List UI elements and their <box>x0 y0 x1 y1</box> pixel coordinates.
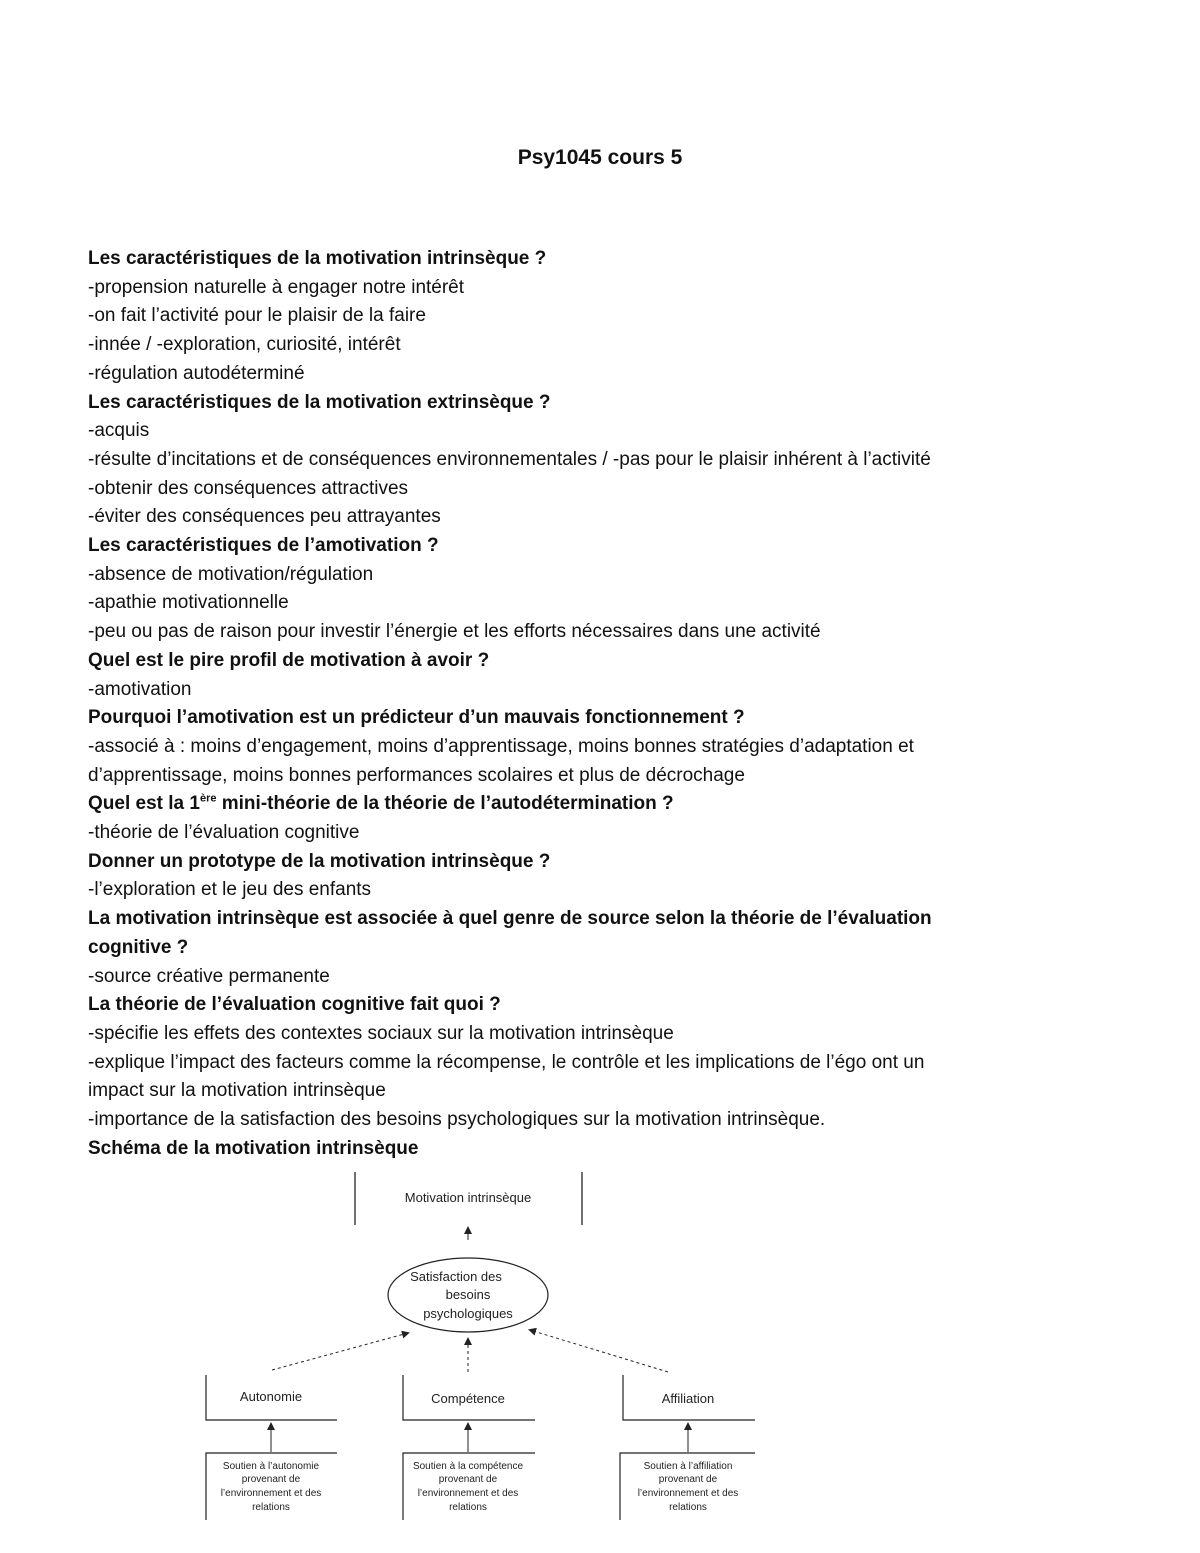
support-line: Soutien à la compétence <box>412 1461 524 1472</box>
top-label: Motivation intrinsèque <box>404 1190 532 1205</box>
answer-line: -acquis <box>88 420 150 442</box>
support-line: relations <box>669 1502 707 1513</box>
question: La motivation intrinsèque est associée à quel genre de source selon la théorie de l’évaluation cognitive ? <box>88 908 932 958</box>
answer-line: -peu ou pas de raison pour investir l’énergie et les efforts nécessaires dans une activité <box>88 621 821 643</box>
question-text: mini-théorie de la théorie de l’autodétermination ? <box>216 793 674 815</box>
answer-line: -absence de motivation/régulation <box>88 563 374 585</box>
answer-line: -apathie motivationnelle <box>88 592 289 614</box>
question: Quel est le pire profil de motivation à avoir ? <box>88 649 490 671</box>
answer-line: -associé à : moins d’engagement, moins d’apprentissage, moins bonnes stratégies d’adaptation et <box>88 735 914 757</box>
center-line: Satisfaction des <box>410 1269 502 1284</box>
center-line: psychologiques <box>423 1306 513 1321</box>
arrow-autonomy <box>272 1333 408 1370</box>
support-line: provenant de <box>241 1474 301 1485</box>
answer-line: d’apprentissage, moins bonnes performances scolaires et plus de décrochage <box>88 764 745 786</box>
answer-line: -source créative permanente <box>88 965 330 987</box>
support-line: l’environnement et des <box>637 1488 739 1499</box>
answer-line: -amotivation <box>88 678 192 700</box>
answer-line: -l’exploration et le jeu des enfants <box>88 879 372 901</box>
answer-line: -spécifie les effets des contextes sociaux sur la motivation intrinsèque <box>88 1022 674 1044</box>
support-line: Soutien à l’autonomie <box>222 1461 320 1472</box>
support-line: relations <box>252 1502 290 1513</box>
question-text: Quel est la 1 <box>88 793 200 815</box>
answer-line: -théorie de l’évaluation cognitive <box>88 822 360 844</box>
superscript: ère <box>199 793 217 806</box>
support-line: provenant de <box>438 1474 498 1485</box>
center-line: besoins <box>445 1287 491 1302</box>
answer-line: -éviter des conséquences peu attrayantes <box>88 506 441 528</box>
answer-line: -on fait l’activité pour le plaisir de la faire <box>88 305 426 327</box>
question: Schéma de la motivation intrinsèque <box>88 1137 419 1159</box>
question: Les caractéristiques de la motivation intrinsèque ? <box>88 248 547 269</box>
answer-line: -propension naturelle à engager notre intérêt <box>88 276 465 298</box>
support-line: Soutien à l’affiliation <box>643 1461 733 1472</box>
page-title: Psy1045 cours 5 <box>517 146 683 169</box>
arrow-affiliation <box>530 1330 668 1372</box>
question: Les caractéristiques de la motivation extrinsèque ? <box>88 391 551 413</box>
need-autonomy: Autonomie <box>239 1389 303 1404</box>
need-competence: Compétence <box>431 1391 505 1406</box>
support-line: l’environnement et des <box>220 1488 322 1499</box>
support-line: l’environnement et des <box>417 1488 519 1499</box>
answer-line: -obtenir des conséquences attractives <box>88 477 409 499</box>
question: Pourquoi l’amotivation est un prédicteur d’un mauvais fonctionnement ? <box>88 707 745 729</box>
question: La théorie de l’évaluation cognitive fait quoi ? <box>88 994 501 1016</box>
answer-line: -résulte d’incitations et de conséquences environnementales / -pas pour le plaisir inhérent à l’activité <box>88 448 931 470</box>
need-affiliation: Affiliation <box>661 1391 715 1406</box>
answer-line: -innée / -exploration, curiosité, intérêt <box>88 334 401 356</box>
answer-line: -importance de la satisfaction des besoins psychologiques sur la motivation intrinsèque. <box>88 1109 826 1131</box>
support-line: provenant de <box>658 1474 718 1485</box>
question: Les caractéristiques de l’amotivation ? <box>88 535 439 557</box>
answer-line: -explique l’impact des facteurs comme la récompense, le contrôle et les implications de l’égo ont un <box>88 1051 925 1073</box>
answer-line: -régulation autodéterminé <box>88 362 305 384</box>
answer-line: impact sur la motivation intrinsèque <box>88 1080 386 1102</box>
support-line: relations <box>449 1502 487 1513</box>
question: Donner un prototype de la motivation intrinsèque ? <box>88 850 551 872</box>
